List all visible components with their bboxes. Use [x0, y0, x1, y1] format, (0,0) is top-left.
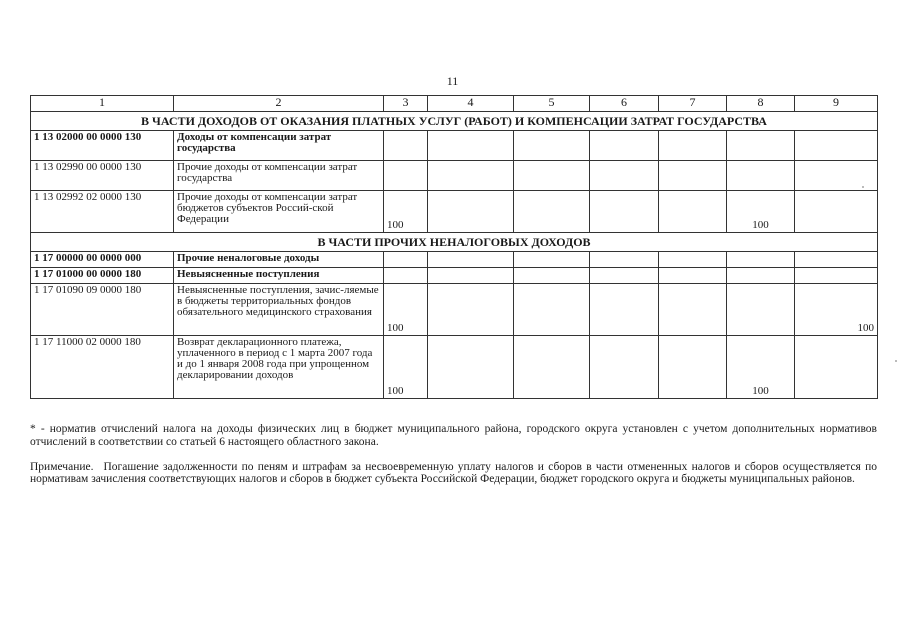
cell-value: [727, 268, 795, 284]
table-row: [31, 161, 878, 191]
row-code: 1 17 11000 02 0000 180: [31, 336, 174, 399]
revenue-standards-table: [30, 95, 878, 399]
column-header: 4: [428, 96, 514, 112]
cell-value: [428, 252, 514, 268]
cell-value: [727, 131, 795, 161]
cell-value: [428, 161, 514, 191]
table-row: [31, 131, 878, 161]
cell-value: [727, 284, 795, 336]
scan-artifact: [862, 186, 864, 188]
column-header: 5: [514, 96, 590, 112]
cell-value: [428, 268, 514, 284]
cell-value: [795, 268, 878, 284]
cell-value: [659, 336, 727, 399]
cell-value: [514, 131, 590, 161]
table-row: [31, 252, 878, 268]
cell-value: [590, 191, 659, 233]
row-code: 1 17 01090 09 0000 180: [31, 284, 174, 336]
cell-value: 100: [384, 191, 428, 233]
cell-value: [590, 284, 659, 336]
column-header: 6: [590, 96, 659, 112]
cell-value: [727, 161, 795, 191]
row-name: Невыясненные поступления: [174, 268, 384, 284]
cell-value: [659, 284, 727, 336]
cell-value: [428, 336, 514, 399]
cell-value: [795, 131, 878, 161]
cell-value: [514, 252, 590, 268]
column-header: 2: [174, 96, 384, 112]
cell-value: [514, 191, 590, 233]
cell-value: [659, 191, 727, 233]
cell-value: [428, 191, 514, 233]
cell-value: [659, 252, 727, 268]
column-header: 3: [384, 96, 428, 112]
section-heading-row: [31, 233, 878, 252]
cell-value: [590, 252, 659, 268]
section-title: В ЧАСТИ ПРОЧИХ НЕНАЛОГОВЫХ ДОХОДОВ: [31, 233, 878, 252]
cell-value: 100: [384, 284, 428, 336]
cell-value: 100: [727, 191, 795, 233]
cell-value: [384, 252, 428, 268]
scan-artifact: [895, 360, 897, 362]
row-code: 1 13 02990 00 0000 130: [31, 161, 174, 191]
row-name: Невыясненные поступления, зачис-ляемые в бюджеты территориальных фондов обязательного медицинского страхования: [174, 284, 384, 336]
column-header: 1: [31, 96, 174, 112]
cell-value: 100: [795, 284, 878, 336]
table-row: [31, 336, 878, 399]
cell-value: [514, 268, 590, 284]
column-header: 8: [727, 96, 795, 112]
column-number-row: [31, 96, 878, 112]
cell-value: [590, 161, 659, 191]
cell-value: [428, 131, 514, 161]
cell-value: [795, 191, 878, 233]
row-name: Прочие неналоговые доходы: [174, 252, 384, 268]
note: [30, 461, 877, 485]
column-header: 9: [795, 96, 878, 112]
cell-value: 100: [727, 336, 795, 399]
cell-value: [659, 161, 727, 191]
cell-value: [795, 336, 878, 399]
cell-value: [514, 161, 590, 191]
cell-value: [659, 268, 727, 284]
footnote: * - норматив отчислений налога на доходы физических лиц в бюджет муниципального района, городского округа установлен с учетом дополнительных нормативов отчислений в соответствии со статьей 6 настоящего областного закона.: [30, 423, 877, 448]
cell-value: [795, 161, 878, 191]
cell-value: [590, 268, 659, 284]
row-name: Прочие доходы от компенсации затрат государства: [174, 161, 384, 191]
row-code: 1 13 02992 02 0000 130: [31, 191, 174, 233]
section-heading-row: [31, 112, 878, 131]
table-row: [31, 284, 878, 336]
cell-value: [384, 268, 428, 284]
cell-value: [659, 131, 727, 161]
row-code: 1 17 00000 00 0000 000: [31, 252, 174, 268]
table-row: [31, 268, 878, 284]
row-name: Доходы от компенсации затрат государства: [174, 131, 384, 161]
section-title: В ЧАСТИ ДОХОДОВ ОТ ОКАЗАНИЯ ПЛАТНЫХ УСЛУГ (РАБОТ) И КОМПЕНСАЦИИ ЗАТРАТ ГОСУДАРСТВА: [31, 112, 878, 131]
cell-value: [727, 252, 795, 268]
cell-value: [514, 284, 590, 336]
cell-value: [384, 131, 428, 161]
cell-value: [590, 336, 659, 399]
row-code: 1 17 01000 00 0000 180: [31, 268, 174, 284]
note-text: Погашение задолженности по пеням и штрафам за несвоевременную уплату налогов и сборов в части отмененных налогов и сборов осуществляется по нормативам зачисления соответствующих налогов и сборов в бюджет субъекта Российской Федерации, бюджет городского округа и бюджеты муниципальных районов.: [30, 461, 877, 485]
cell-value: [428, 284, 514, 336]
row-name: Возврат декларационного платежа, уплаченного в период с 1 марта 2007 года и до 1 января 2008 года при упрощенном декларировании доходов: [174, 336, 384, 399]
table-row: [31, 191, 878, 233]
cell-value: 100: [384, 336, 428, 399]
page-number: 11: [446, 74, 459, 88]
cell-value: [795, 252, 878, 268]
row-name: Прочие доходы от компенсации затрат бюджетов субъектов Россий-ской Федерации: [174, 191, 384, 233]
cell-value: [384, 161, 428, 191]
cell-value: [590, 131, 659, 161]
column-header: 7: [659, 96, 727, 112]
row-code: 1 13 02000 00 0000 130: [31, 131, 174, 161]
cell-value: [514, 336, 590, 399]
note-label: Примечание.: [30, 461, 94, 473]
